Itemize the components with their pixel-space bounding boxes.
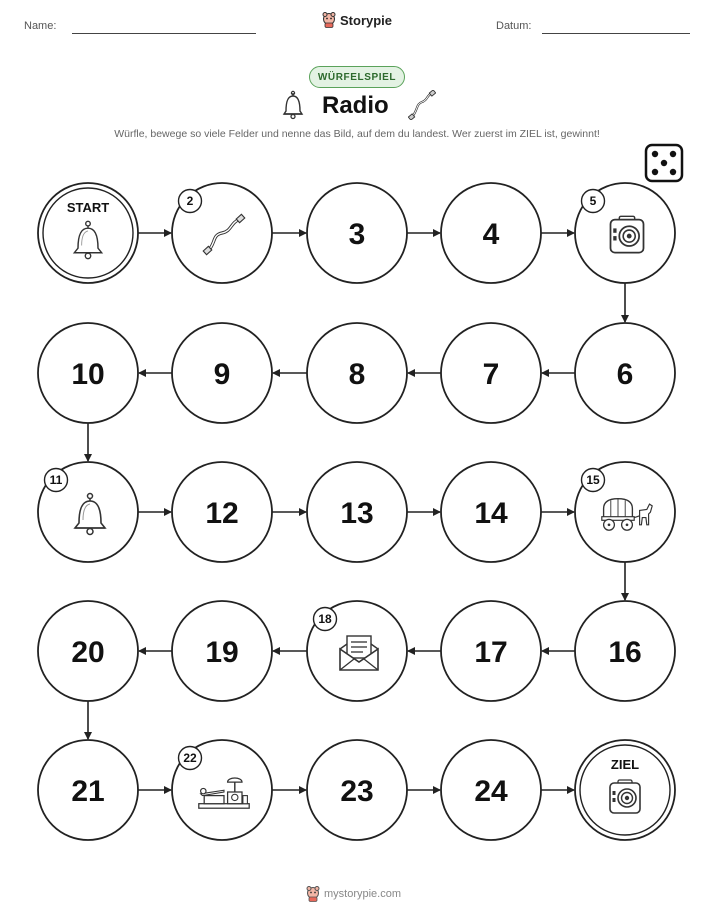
mascot-icon <box>306 886 320 902</box>
speaker-icon <box>611 216 644 252</box>
cell-number: 20 <box>71 636 105 669</box>
date-label: Datum: <box>496 20 532 32</box>
board-cell-2[interactable] <box>172 183 272 283</box>
board-cell-16[interactable] <box>575 601 675 701</box>
cell-label: ZIEL <box>610 757 640 772</box>
cell-label: START <box>66 200 110 215</box>
page-title: Radio <box>322 92 389 119</box>
board-cell-24[interactable] <box>441 740 541 840</box>
board-cell-23[interactable] <box>307 740 407 840</box>
start-cell[interactable] <box>38 183 138 283</box>
speaker-icon <box>610 780 640 813</box>
board-cell-22[interactable] <box>172 740 272 840</box>
board-cell-4[interactable] <box>441 183 541 283</box>
cell-number: 7 <box>482 358 500 391</box>
cell-number: 12 <box>205 497 239 530</box>
cell-number: 6 <box>616 358 634 391</box>
game-type-badge: WÜRFELSPIEL <box>309 66 405 88</box>
board-cells <box>38 183 675 840</box>
cell-number: 16 <box>608 636 642 669</box>
cell-number-badge: 18 <box>318 612 332 627</box>
board-cell-11[interactable] <box>38 462 138 562</box>
cell-number-badge: 11 <box>49 473 63 488</box>
cell-number: 19 <box>205 636 239 669</box>
board-cell-7[interactable] <box>441 323 541 423</box>
board-cell-9[interactable] <box>172 323 272 423</box>
finish-cell[interactable] <box>575 740 675 840</box>
board-cell-18[interactable] <box>307 601 407 701</box>
footer <box>306 886 401 902</box>
cell-number: 3 <box>348 218 366 251</box>
cell-number: 23 <box>340 775 374 808</box>
board-cell-15[interactable] <box>575 462 675 562</box>
board-cell-8[interactable] <box>307 323 407 423</box>
instructions: Würfle, bewege so viele Felder und nenne das Bild, auf dem du landest. Wer zuerst im ZIEL ist, gewinnt! <box>114 128 600 140</box>
board-cell-14[interactable] <box>441 462 541 562</box>
cell-number-badge: 5 <box>589 194 597 209</box>
board-cell-6[interactable] <box>575 323 675 423</box>
footer-site: mystorypie.com <box>324 888 402 900</box>
board-cell-5[interactable] <box>575 183 675 283</box>
board-cell-17[interactable] <box>441 601 541 701</box>
cell-number: 4 <box>482 218 500 251</box>
board-cell-12[interactable] <box>172 462 272 562</box>
cell-number: 24 <box>474 775 508 808</box>
board-cell-10[interactable] <box>38 323 138 423</box>
brand-name: Storypie <box>340 12 393 28</box>
cell-number: 14 <box>474 497 508 530</box>
cell-number-badge: 15 <box>586 473 600 488</box>
cell-number-badge: 2 <box>186 194 194 209</box>
cell-number: 8 <box>348 358 366 391</box>
cell-number: 9 <box>213 358 231 391</box>
cell-number: 21 <box>71 775 105 808</box>
board-cell-21[interactable] <box>38 740 138 840</box>
board-cell-3[interactable] <box>307 183 407 283</box>
board-cell-20[interactable] <box>38 601 138 701</box>
cell-number-badge: 22 <box>183 751 197 766</box>
board-cell-13[interactable] <box>307 462 407 562</box>
cell-number: 10 <box>71 358 105 391</box>
board-cell-19[interactable] <box>172 601 272 701</box>
cell-number: 13 <box>340 497 374 530</box>
cell-number: 17 <box>474 636 508 669</box>
name-label: Name: <box>24 20 57 32</box>
